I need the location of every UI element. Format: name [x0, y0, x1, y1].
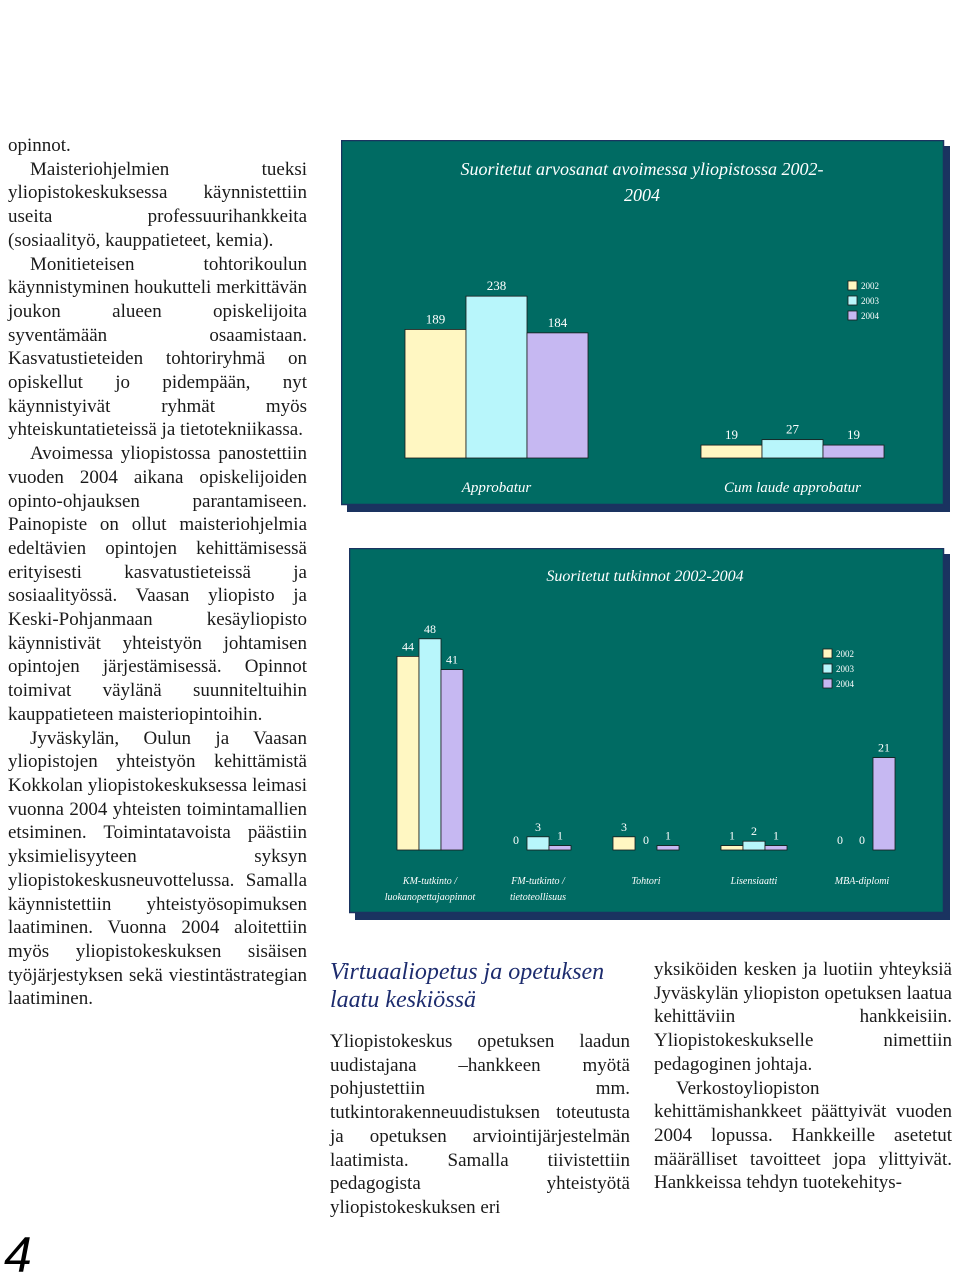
- bar-2004-0: [527, 333, 588, 458]
- legend-swatch: [848, 296, 857, 305]
- legend-swatch: [848, 311, 857, 320]
- legend-label: 2003: [836, 664, 854, 674]
- legend-label: 2004: [861, 311, 879, 321]
- legend-label: 2004: [836, 679, 854, 689]
- bar-2004-3: [765, 846, 787, 850]
- paragraph: Maisteriohjelmien tueksi yliopistokeskuksessa käynnistettiin useita professuurihankkeita (sosiaalityö, kauppatieteet, kemia).: [8, 158, 307, 251]
- category-label: Lisensiaatti: [730, 876, 778, 887]
- chart-title: Suoritetut arvosanat avoimessa yliopistossa 2002-: [460, 159, 824, 179]
- bar-2002-0: [405, 329, 466, 458]
- chart-completed-degrees: [349, 548, 950, 920]
- legend-swatch: [823, 649, 832, 658]
- legend-swatch: [823, 664, 832, 673]
- category-label: MBA-diplomi: [834, 876, 890, 887]
- legend-label: 2002: [836, 649, 854, 659]
- bar-2003-0: [466, 296, 527, 458]
- paragraph: Verkostoyliopiston kehittämishankkeet päättyivät vuoden 2004 lopussa. Hankkeille asetetut määrälliset tavoitteet jopa ylittyivät. Hankkeissa tehdyn tuotekehitys-: [654, 1077, 952, 1194]
- bar-2004-2: [657, 846, 679, 850]
- data-label: 21: [878, 740, 890, 755]
- paragraph: Jyväskylän, Oulun ja Vaasan yliopistojen yhteistyön kehittämistä Kokkolan yliopistokeskuksessa leimasi vuonna 2004 yhteisten toimintamallien etsiminen. Toimintatavoista päästiin yksimielisyyteen syksyn yliopistokeskusneuvottelussa. Samalla käynnistettiin yhteistyösopimuksen laatiminen. Vuonna 2004 aloitettiin myös yliopistokeskuksen sisäisen työjärjestyksen sekä viestintästrategian laatiminen.: [8, 727, 307, 1010]
- chart-title: 2004: [624, 185, 660, 205]
- bar-2003-3: [743, 841, 765, 850]
- data-label: 19: [847, 427, 860, 443]
- bar-2004-0: [441, 670, 463, 850]
- data-label: 3: [535, 819, 541, 834]
- section-heading: Virtuaaliopetus ja opetuksen laatu keskiössä: [330, 959, 605, 1013]
- bar-2002-1: [701, 445, 762, 458]
- data-label: 1: [665, 828, 671, 843]
- category-label: tietoteollisuus: [509, 892, 567, 903]
- data-label: 3: [621, 819, 627, 834]
- bar-2002-3: [721, 846, 743, 850]
- data-label: 0: [513, 833, 519, 847]
- paragraph: yksiköiden kesken ja luotiin yhteyksiä Jyväskylän yliopiston opetuksen laatua kehittäviin hankkeisiin. Yliopistokeskukselle nimettiin pedagoginen johtaja.: [654, 959, 952, 1075]
- chart-title: Suoritetut tutkinnot 2002-2004: [546, 568, 744, 585]
- paragraph: Monitieteisen tohtorikoulun käynnistyminen houkutteli merkittävän joukon alueen opiskelijoita syventämään osaamistaan. Kasvatustieteiden tohtoriryhmä on opiskellut jo pidempään, nyt käynnistyivät ryhmät myös yhteiskuntatieteissä ja tietotekniikassa.: [8, 253, 307, 441]
- data-label: 0: [643, 833, 649, 847]
- bar-2002-0: [397, 656, 419, 850]
- bar-2004-4: [873, 758, 895, 850]
- category-label: Approbatur: [461, 480, 532, 496]
- category-label: Cum laude approbatur: [724, 480, 861, 496]
- data-label: 0: [837, 833, 843, 847]
- data-label: 19: [725, 427, 738, 443]
- middle-text-column: [330, 1030, 630, 1220]
- data-label: 0: [859, 833, 865, 847]
- bar-2004-1: [549, 846, 571, 850]
- bar-2004-1: [823, 445, 884, 458]
- data-label: 2: [751, 824, 757, 839]
- data-label: 48: [424, 621, 436, 636]
- legend-swatch: [823, 679, 832, 688]
- bar-2003-1: [762, 440, 823, 458]
- data-label: 41: [446, 652, 458, 667]
- data-label: 1: [773, 828, 779, 843]
- paragraph: Yliopistokeskus opetuksen laadun uudistajana –hankkeen myötä pohjustettiin mm. tutkintorakenneuudistuksen toteutusta ja opetuksen arviointijärjestelmän laatimista. Samalla tiivistettiin pedagogista yhteistyötä yliopistokeskuksen eri: [330, 1031, 630, 1218]
- chart-completed-grades: [341, 140, 950, 512]
- data-label: 27: [786, 421, 799, 437]
- left-text-column: [8, 134, 307, 1011]
- data-label: 184: [547, 314, 568, 330]
- data-label: 44: [402, 639, 414, 654]
- page-number: 4: [4, 1227, 32, 1283]
- category-label: luokanopettajaopinnot: [384, 892, 476, 903]
- data-label: 238: [486, 278, 507, 294]
- bar-2003-0: [419, 639, 441, 850]
- legend-label: 2003: [861, 296, 879, 306]
- legend-swatch: [848, 281, 857, 290]
- bar-2003-1: [527, 837, 549, 850]
- category-label: Tohtori: [631, 876, 661, 887]
- category-label: KM-tutkinto /: [402, 876, 458, 887]
- legend-label: 2002: [861, 281, 879, 291]
- data-label: 1: [729, 828, 735, 843]
- data-label: 1: [557, 828, 563, 843]
- data-label: 189: [425, 311, 446, 327]
- paragraph: opinnot.: [8, 135, 71, 156]
- paragraph: Avoimessa yliopistossa panostettiin vuoden 2004 aikana opiskelijoiden opinto-ohjauksen parantamiseen. Painopiste on ollut maisteriohjelmia edeltävien opintojen kehittämisessä erityisesti kasvatustieteissä ja sosiaalityössä. Vaasan yliopisto ja Keski-Pohjanmaan kesäyliopisto käynnistivät yhteistyön johtamisen opintojen järjestämisessä. Opinnot toimivat väylänä suunniteltuihin kauppatieteen maisteriopintoihin.: [8, 443, 307, 725]
- bar-2002-2: [613, 837, 635, 850]
- right-text-column: [654, 958, 952, 1195]
- category-label: FM-tutkinto /: [511, 876, 565, 887]
